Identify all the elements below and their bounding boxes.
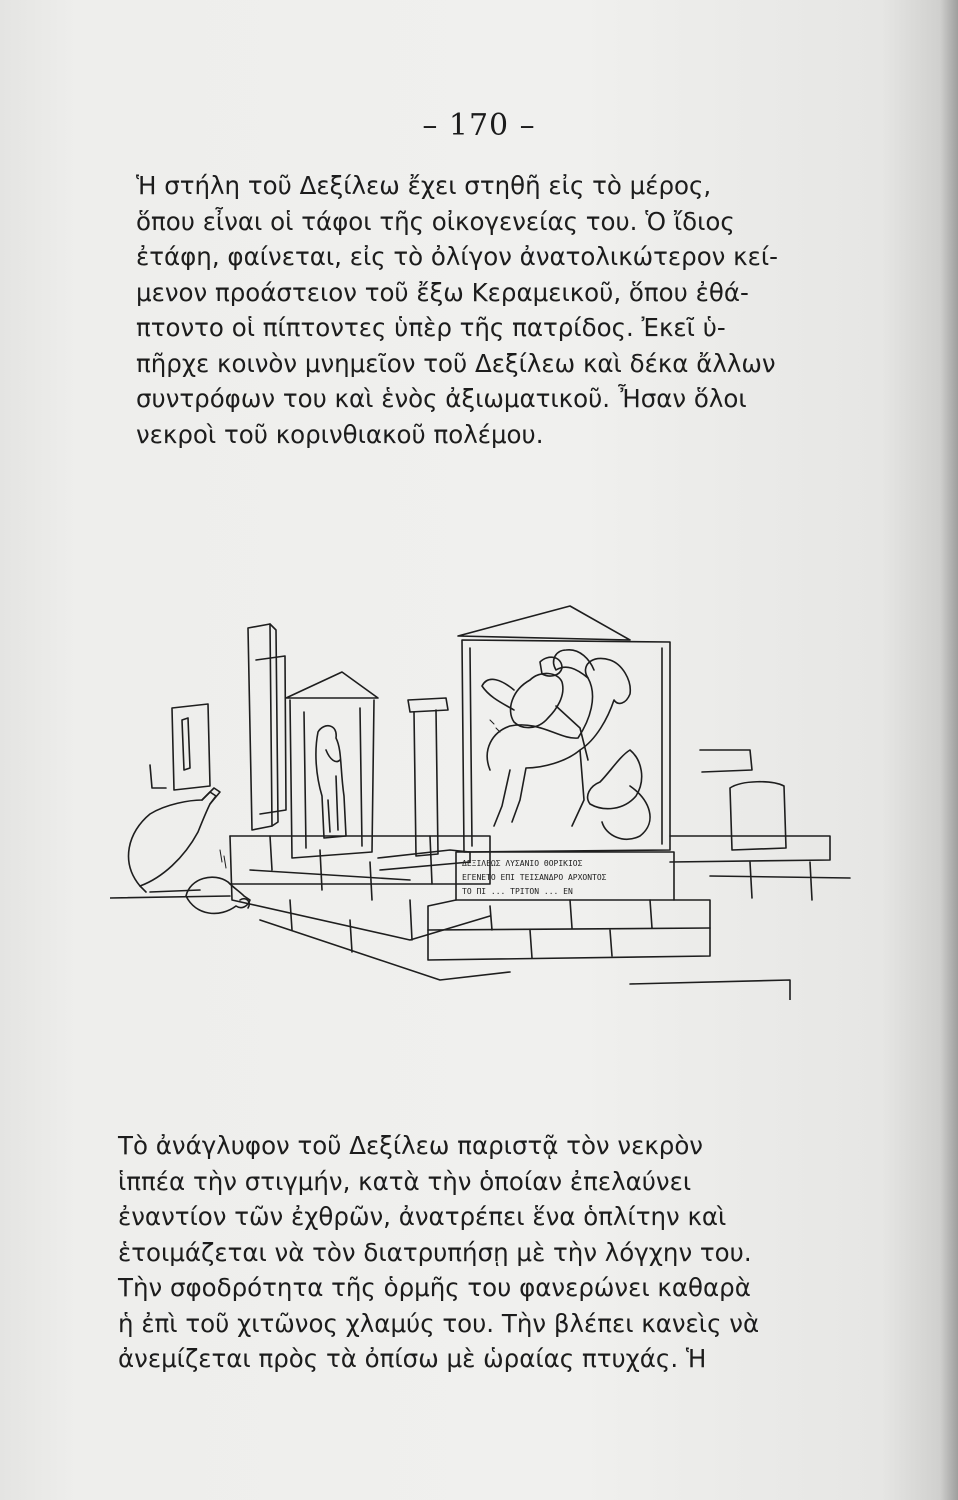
middle-pillar: [414, 710, 438, 856]
text-line: ἀνεμίζεται πρὸς τὰ ὀπίσω μὲ ὡραίας πτυχάς. Ἡ: [118, 1344, 707, 1373]
naiskos-pediment: [286, 672, 378, 698]
paragraph-2: [118, 1128, 878, 1377]
right-stone: [730, 782, 786, 850]
text-line: ἱππέα τὴν στιγμήν, κατὰ τὴν ὁποίαν ἐπελαύνει: [118, 1166, 692, 1196]
text-line: πῆρχε κοινὸν μνημεῖον τοῦ Δεξίλεω καὶ δέκα ἄλλων: [136, 348, 776, 378]
text-line: ἡ ἐπὶ τοῦ χιτῶνος χλαμύς του. Τὴν βλέπει κανεὶς νὰ: [118, 1308, 760, 1338]
text-line: Τὸ ἀνάγλυφον τοῦ Δεξίλεω παριστᾷ τὸν νεκρὸν: [118, 1131, 703, 1160]
chlamys: [482, 679, 514, 710]
lying-vessel: [186, 877, 250, 913]
amphora: [129, 792, 216, 886]
text-line: συντρόφων του καὶ ἑνὸς ἀξιωματικοῦ. Ἦσαν ὅλοι: [136, 384, 747, 413]
page-number: – 170 –: [422, 108, 536, 143]
rider: [511, 673, 563, 727]
ground-line: [110, 890, 230, 898]
horse: [487, 658, 630, 826]
hoplite-shield: [602, 786, 650, 839]
text-line: μενον προάστειον τοῦ ἔξω Κεραμεικοῦ, ὅπου ἐθά-: [136, 277, 749, 307]
dexileos-stele-illustration: [110, 600, 870, 1000]
text-line: νεκροὶ τοῦ κορινθιακοῦ πολέμου.: [136, 419, 544, 449]
stele-body: [462, 640, 670, 852]
inscription-line: ΔΕΞΙΛΕΩΣ ΛΥΣΑΝΙΟ ΘΟΡΙΚΙΟΣ: [462, 859, 583, 868]
left-small-stele: [172, 704, 210, 790]
middle-pillar-cap: [408, 698, 448, 712]
stele-pediment: [458, 606, 630, 640]
text-line: πτοντο οἱ πίπτοντες ὑπὲρ τῆς πατρίδος. Ἐκεῖ ὑ-: [136, 313, 726, 342]
paragraph-1: [136, 168, 896, 452]
fallen-hoplite: [588, 750, 642, 809]
text-line: Τὴν σφοδρότητα τῆς ὁρμῆς του φανερώνει καθαρὰ: [118, 1273, 751, 1302]
text-line: ὅπου εἶναι οἱ τάφοι τῆς οἰκογενείας του. Ὁ ἴδιος: [136, 206, 735, 236]
standing-figure: [316, 726, 346, 838]
page-edge-shadow: [940, 0, 958, 1500]
text-line: ἐτάφη, φαίνεται, εἰς τὸ ὀλίγον ἀνατολικώτερον κεί-: [136, 242, 778, 271]
text-line: ἐναντίον τῶν ἐχθρῶν, ἀνατρέπει ἕνα ὁπλίτην καὶ: [118, 1202, 727, 1231]
inscription-line: ΤΟ ΠΙ ... ΤΡΙΤΟΝ ... ΕΝ: [462, 887, 573, 896]
text-line: ἑτοιμάζεται νὰ τὸν διατρυπήσῃ μὲ τὴν λόγχην του.: [118, 1237, 752, 1267]
text-line: Ἡ στήλη τοῦ Δεξίλεω ἔχει στηθῆ εἰς τὸ μέρος,: [136, 171, 712, 200]
tall-pillar: [248, 624, 272, 830]
inscription-line: ΕΓΕΝΕΤΟ ΕΠΙ ΤΕΙΣΑΝΔΡΟ ΑΡΧΟΝΤΟΣ: [462, 873, 607, 882]
